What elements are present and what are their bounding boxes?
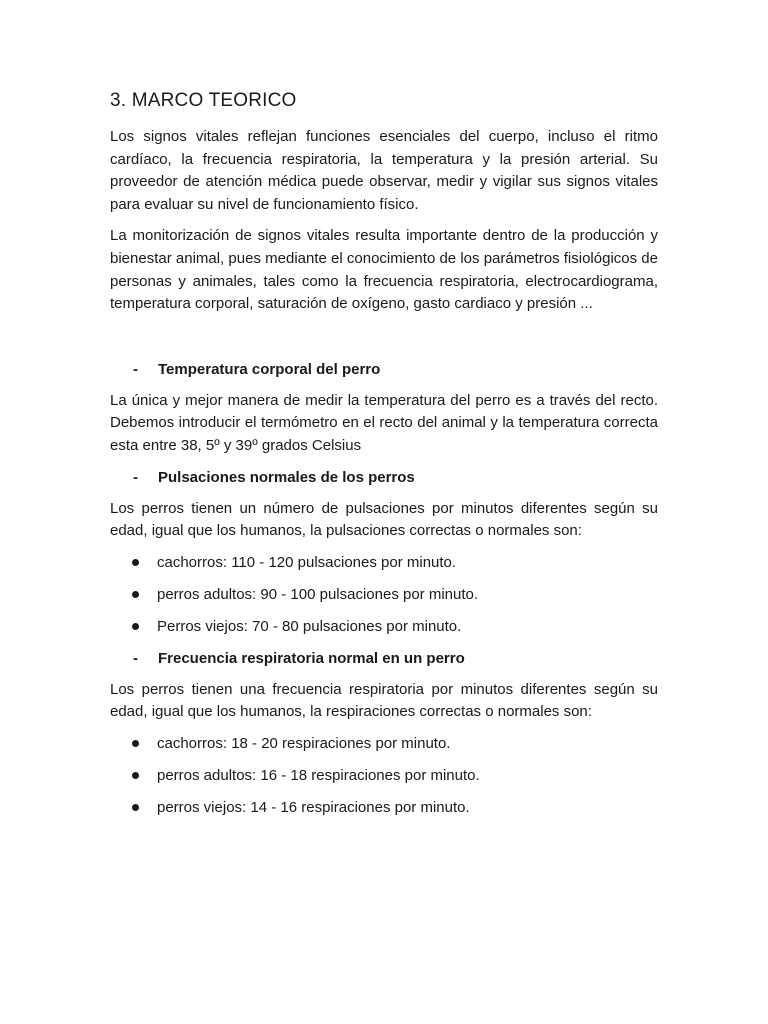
section-heading <box>110 467 658 489</box>
section-paragraph: Los perros tienen un número de pulsaciones por minutos diferentes según su edad, igual que los humanos, la pulsaciones correctas o normales son: <box>110 499 658 540</box>
page-title: 3. MARCO TEORICO <box>110 90 297 111</box>
dash-marker: - <box>133 360 138 378</box>
list-item <box>110 765 658 787</box>
intro-paragraph: Los signos vitales reflejan funciones esenciales del cuerpo, incluso el ritmo cardíaco, la frecuencia respiratoria, la temperatura y la presión arterial. Su proveedor de atención médica puede observar, medir y vigilar sus signos vitales para evaluar su nivel de funcionamiento físico. <box>110 128 658 213</box>
section-title: Temperatura corporal del perro <box>158 360 381 378</box>
list-item-text: cachorros: 110 - 120 pulsaciones por minuto. <box>157 553 457 571</box>
bullet-icon <box>132 772 139 779</box>
document-page <box>110 88 658 829</box>
section-spacer <box>110 325 658 359</box>
intro-paragraph: La monitorización de signos vitales resulta importante dentro de la producción y bienestar animal, pues mediante el conocimiento de los parámetros fisiológicos de personas y animales, tales como la frecuencia respiratoria, electrocardiograma, temperatura corporal, saturación de oxígeno, gasto cardiaco y presión ... <box>110 227 658 313</box>
bullet-icon <box>132 623 139 630</box>
bullet-icon <box>132 804 139 811</box>
bullet-icon <box>132 591 139 598</box>
section-heading <box>110 359 658 381</box>
dash-marker: - <box>133 649 138 667</box>
list-item <box>110 584 658 606</box>
list-item-text: cachorros: 18 - 20 respiraciones por minuto. <box>157 734 451 752</box>
bullet-icon <box>132 740 139 747</box>
bullet-icon <box>132 559 139 566</box>
bullet-list <box>110 733 658 819</box>
section-title: Frecuencia respiratoria normal en un perro <box>158 649 465 667</box>
section-paragraph: Los perros tienen una frecuencia respiratoria por minutos diferentes según su edad, igual que los humanos, la respiraciones correctas o normales son: <box>110 680 658 721</box>
list-item <box>110 797 658 819</box>
dash-marker: - <box>133 468 138 486</box>
section-heading <box>110 648 658 670</box>
list-item <box>110 733 658 755</box>
section-paragraph: La única y mejor manera de medir la temperatura del perro es a través del recto. Debemos introducir el termómetro en el recto del animal y la temperatura correcta esta entre 38, 5º y 39º grados Celsius <box>110 391 658 454</box>
list-item <box>110 616 658 638</box>
section-title: Pulsaciones normales de los perros <box>158 468 415 486</box>
list-item-text: perros adultos: 90 - 100 pulsaciones por minuto. <box>157 585 479 603</box>
list-item-text: perros adultos: 16 - 18 respiraciones por minuto. <box>157 766 480 784</box>
bullet-list <box>110 552 658 638</box>
list-item-text: Perros viejos: 70 - 80 pulsaciones por minuto. <box>157 617 462 635</box>
list-item <box>110 552 658 574</box>
list-item-text: perros viejos: 14 - 16 respiraciones por minuto. <box>157 798 470 816</box>
